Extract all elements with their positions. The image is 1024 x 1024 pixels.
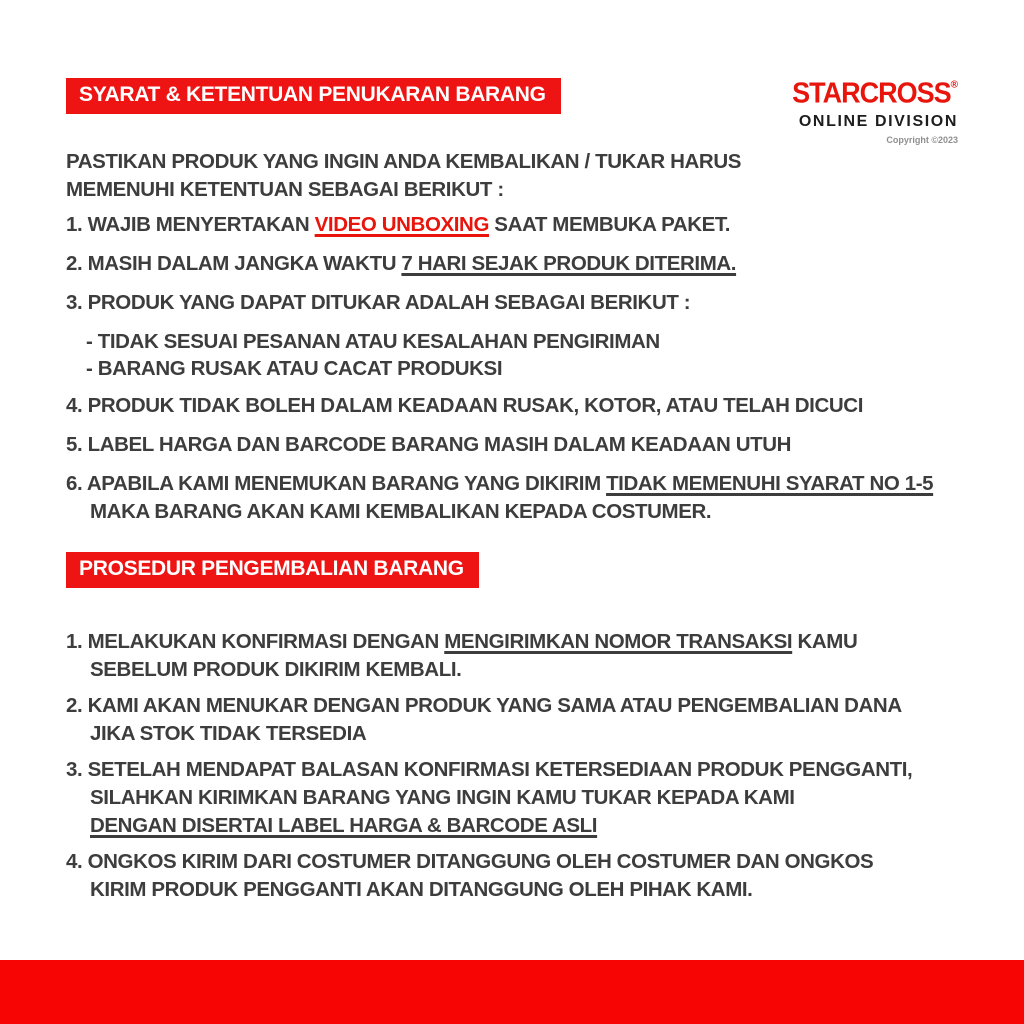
procedure-section-badge-label: PROSEDUR PENGEMBALIAN BARANG (79, 557, 464, 580)
term-item-1-line (66, 211, 972, 239)
terms-list (66, 211, 972, 526)
brand-block (792, 77, 958, 145)
term-item-3-sub-2: - BARANG RUSAK ATAU CACAT PRODUKSI (86, 357, 503, 380)
term-item-1-pre: 1. WAJIB MENYERTAKAN (66, 213, 315, 236)
procedure-item-2 (66, 692, 972, 748)
term-item-3-sublist (66, 328, 972, 382)
procedure-item-3-line-1: 3. SETELAH MENDAPAT BALASAN KONFIRMASI KETERSEDIAAN PRODUK PENGGANTI, (66, 758, 913, 781)
term-item-6-line-2: MAKA BARANG AKAN KAMI KEMBALIKAN KEPADA COSTUMER. (90, 500, 712, 523)
procedure-list (66, 628, 972, 904)
brand-name: STARCROSS (792, 77, 951, 109)
seven-days-emphasis: 7 HARI SEJAK PRODUK DITERIMA. (401, 252, 737, 275)
procedure-item-3-line-3 (66, 812, 972, 840)
starcross-logo (792, 79, 958, 107)
term-item-2 (66, 250, 972, 278)
term-item-2-line (66, 250, 972, 278)
procedure-section-badge (66, 552, 479, 588)
video-unboxing-emphasis: VIDEO UNBOXING (314, 213, 490, 236)
term-item-3-line: 3. PRODUK YANG DAPAT DITUKAR ADALAH SEBAGAI BERIKUT : (66, 291, 691, 314)
procedure-item-2-line-1: 2. KAMI AKAN MENUKAR DENGAN PRODUK YANG SAMA ATAU PENGEMBALIAN DANA (66, 694, 902, 717)
procedure-item-1 (66, 628, 972, 684)
term-item-2-pre: 2. MASIH DALAM JANGKA WAKTU (66, 252, 402, 275)
terms-section-badge (66, 78, 561, 114)
label-barcode-emphasis: DENGAN DISERTAI LABEL HARGA & BARCODE ASLI (90, 814, 598, 837)
intro-paragraph (66, 148, 972, 204)
term-item-6-pre: 6. APABILA KAMI MENEMUKAN BARANG YANG DIKIRIM (66, 472, 607, 495)
intro-line-1: PASTIKAN PRODUK YANG INGIN ANDA KEMBALIKAN / TUKAR HARUS (66, 150, 742, 173)
term-item-5 (66, 431, 972, 459)
term-item-3 (66, 289, 972, 317)
procedure-item-1-line-1 (66, 628, 972, 656)
term-item-5-line: 5. LABEL HARGA DAN BARCODE BARANG MASIH DALAM KEADAAN UTUH (66, 433, 792, 456)
term-item-6 (66, 470, 972, 526)
procedure-item-4-line-2: KIRIM PRODUK PENGGANTI AKAN DITANGGUNG OLEH PIHAK KAMI. (90, 878, 753, 901)
transaction-number-emphasis: MENGIRIMKAN NOMOR TRANSAKSI (444, 630, 793, 653)
terms-section-badge-label: SYARAT & KETENTUAN PENUKARAN BARANG (79, 83, 546, 106)
header (66, 78, 958, 145)
term-item-3-sub-1: - TIDAK SESUAI PESANAN ATAU KESALAHAN PENGIRIMAN (86, 330, 660, 353)
policy-content (66, 148, 972, 912)
footer-red-bar (0, 960, 1024, 1024)
copyright-text: Copyright ©2023 (886, 135, 958, 145)
procedure-item-1-line-2: SEBELUM PRODUK DIKIRIM KEMBALI. (90, 658, 462, 681)
registered-mark-icon: ® (950, 79, 958, 91)
term-item-6-line-1 (66, 470, 972, 498)
term-item-1 (66, 211, 972, 239)
term-item-1-post: SAAT MEMBUKA PAKET. (489, 213, 731, 236)
procedure-item-3 (66, 756, 972, 840)
term-item-4 (66, 392, 972, 420)
intro-line-2: MEMENUHI KETENTUAN SEBAGAI BERIKUT : (66, 178, 504, 201)
term-item-4-line: 4. PRODUK TIDAK BOLEH DALAM KEADAAN RUSAK, KOTOR, ATAU TELAH DICUCI (66, 394, 863, 417)
procedure-item-1-post: KAMU (792, 630, 858, 653)
procedure-section-header (66, 552, 972, 588)
procedure-item-4 (66, 848, 972, 904)
brand-division-label: ONLINE DIVISION (798, 113, 958, 130)
procedure-item-1-pre: 1. MELAKUKAN KONFIRMASI DENGAN (66, 630, 445, 653)
requirements-emphasis: TIDAK MEMENUHI SYARAT NO 1-5 (606, 472, 934, 495)
procedure-item-2-line-2: JIKA STOK TIDAK TERSEDIA (90, 722, 367, 745)
procedure-item-3-line-2: SILAHKAN KIRIMKAN BARANG YANG INGIN KAMU TUKAR KEPADA KAMI (90, 786, 795, 809)
procedure-item-4-line-1: 4. ONGKOS KIRIM DARI COSTUMER DITANGGUNG OLEH COSTUMER DAN ONGKOS (66, 850, 874, 873)
